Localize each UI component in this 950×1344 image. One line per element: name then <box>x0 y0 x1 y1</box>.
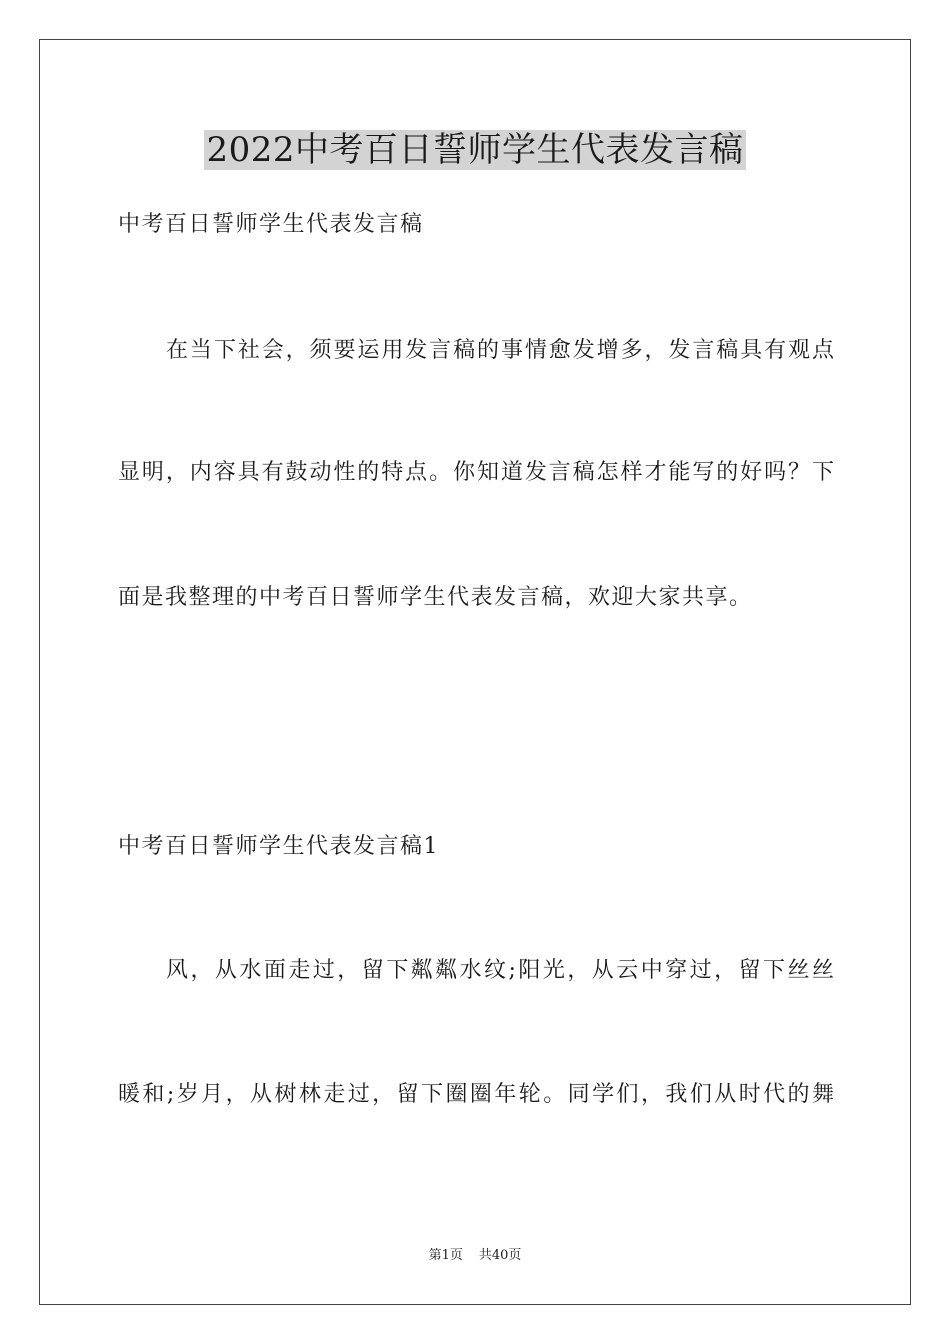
page-total: 共40页 <box>478 1248 522 1263</box>
section-paragraph-line-2: 暖和;岁月，从树林走过，留下圈圈年轮。同学们，我们从时代的舞 <box>118 1082 834 1107</box>
intro-paragraph-line-1: 在当下社会，须要运用发言稿的事情愈发增多，发言稿具有观点 <box>166 338 834 363</box>
page-footer <box>0 1247 950 1265</box>
section-paragraph-line-1: 风，从水面走过，留下粼粼水纹;阳光，从云中穿过，留下丝丝 <box>166 958 834 983</box>
section-heading: 中考百日誓师学生代表发言稿1 <box>118 834 439 859</box>
document-title-text: 2022中考百日誓师学生代表发言稿 <box>206 130 744 170</box>
document-subtitle: 中考百日誓师学生代表发言稿 <box>118 212 424 237</box>
page-number: 第1页 <box>428 1248 463 1263</box>
document-title <box>0 128 950 172</box>
intro-paragraph-line-3: 面是我整理的中考百日誓师学生代表发言稿，欢迎大家共享。 <box>118 585 753 610</box>
intro-paragraph-line-2: 显明，内容具有鼓动性的特点。你知道发言稿怎样才能写的好吗？下 <box>118 460 834 485</box>
